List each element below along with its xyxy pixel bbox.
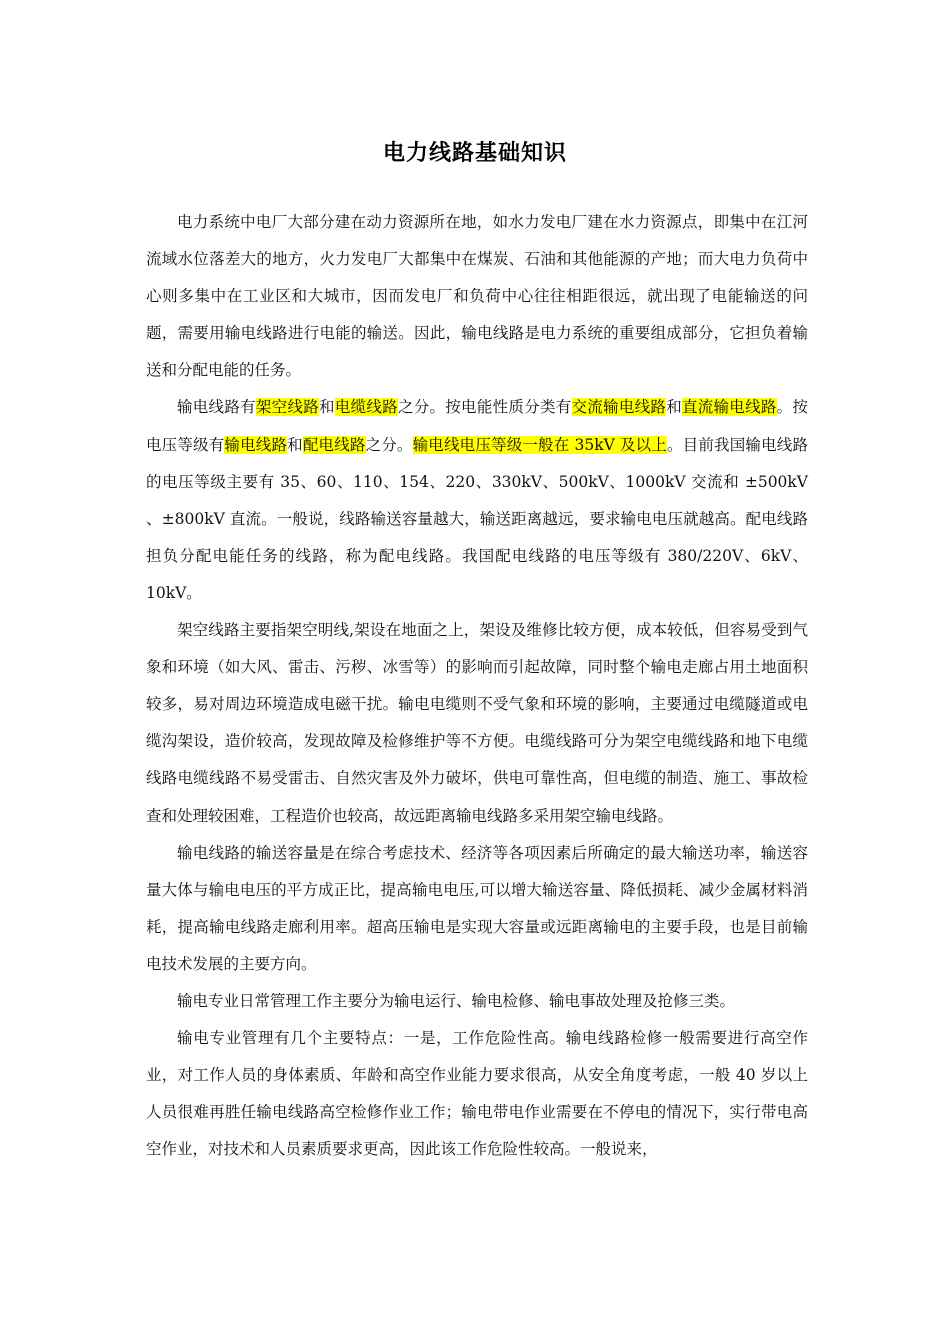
text-segment: 。按电压等级有 <box>146 398 808 454</box>
highlighted-text: 直流输电线路 <box>681 398 777 417</box>
document-title: 电力线路基础知识 <box>382 141 567 166</box>
text-segment: 和 <box>319 398 335 417</box>
text-segment: 。目前我国输电线路的电压等级主要有 35、60、110、154、220、330kV、500kV、1000kV 交流和 ±500kV 、±800kV 直流。一般说，线路输送容量越大，输送距离越远，要求输电电压就越高。配电线路担负分配电能任务的线路，称为配电线路。我国配电线路的电压等级有 380/220V、6kV、10kV。 <box>146 435 808 602</box>
highlighted-text: 输电线路 <box>224 435 288 454</box>
paragraph-5 <box>146 983 808 1020</box>
paragraph-3 <box>146 612 808 835</box>
highlighted-text: 配电线路 <box>302 435 366 454</box>
text-segment: 输电线路的输送容量是在综合考虑技术、经济等各项因素后所确定的最大输送功率，输送容量大体与输电电压的平方成正比，提高输电电压,可以增大输送容量、降低损耗、减少金属材料消耗，提高输电线路走廊利用率。超高压输电是实现大容量或远距离输电的主要手段，也是目前输电技术发展的主要方向。 <box>146 843 808 973</box>
text-segment: 架空线路主要指架空明线,架设在地面之上，架设及维修比较方便，成本较低，但容易受到气象和环境（如大风、雷击、污秽、冰雪等）的影响而引起故障，同时整个输电走廊占用土地面积较多，易对周边环境造成电磁干扰。输电电缆则不受气象和环境的影响，主要通过电缆隧道或电缆沟架设，造价较高，发现故障及检修维护等不方便。电缆线路可分为架空电缆线路和地下电缆线路电缆线路不易受雷击、自然灾害及外力破坏，供电可靠性高，但电缆的制造、施工、事故检查和处理较困难，工程造价也较高，故远距离输电线路多采用架空输电线路。 <box>146 621 808 825</box>
text-segment: 电力系统中电厂大部分建在动力资源所在地，如水力发电厂建在水力资源点，即集中在江河流域水位落差大的地方，火力发电厂大都集中在煤炭、石油和其他能源的产地；而大电力负荷中心则多集中在工业区和大城市，因而发电厂和负荷中心往往相距很远，就出现了电能输送的问题，需要用输电线路进行电能的输送。因此，输电线路是电力系统的重要组成部分，它担负着输送和分配电能的任务。 <box>146 213 808 380</box>
text-segment: 输电专业管理有几个主要特点：一是，工作危险性高。输电线路检修一般需要进行高空作业，对工作人员的身体素质、年龄和高空作业能力要求很高，从安全角度考虑，一般 40 岁以上人员很难再胜任输电线路高空检修作业工作；输电带电作业需要在不停电的情况下，实行带电高空作业，对技术和人员素质要求更高，因此该工作危险性较高。一般说来， <box>146 1029 808 1159</box>
text-segment: 之分。 <box>365 435 413 454</box>
highlighted-text: 电缆线路 <box>334 398 398 417</box>
paragraph-4 <box>146 835 808 983</box>
paragraph-6 <box>146 1020 808 1168</box>
highlighted-text: 交流输电线路 <box>571 398 667 417</box>
text-segment: 输电专业日常管理工作主要分为输电运行、输电检修、输电事故处理及抢修三类。 <box>177 991 736 1010</box>
paragraph-1 <box>146 204 808 389</box>
document-body <box>146 204 808 1168</box>
text-segment: 输电线路有 <box>177 398 256 417</box>
highlighted-text: 输电线电压等级一般在 35kV 及以上 <box>412 435 667 454</box>
text-segment: 和 <box>666 398 682 417</box>
text-segment: 和 <box>287 435 303 454</box>
paragraph-2 <box>146 389 808 612</box>
highlighted-text: 架空线路 <box>255 398 320 417</box>
text-segment: 之分。按电能性质分类有 <box>397 398 572 417</box>
